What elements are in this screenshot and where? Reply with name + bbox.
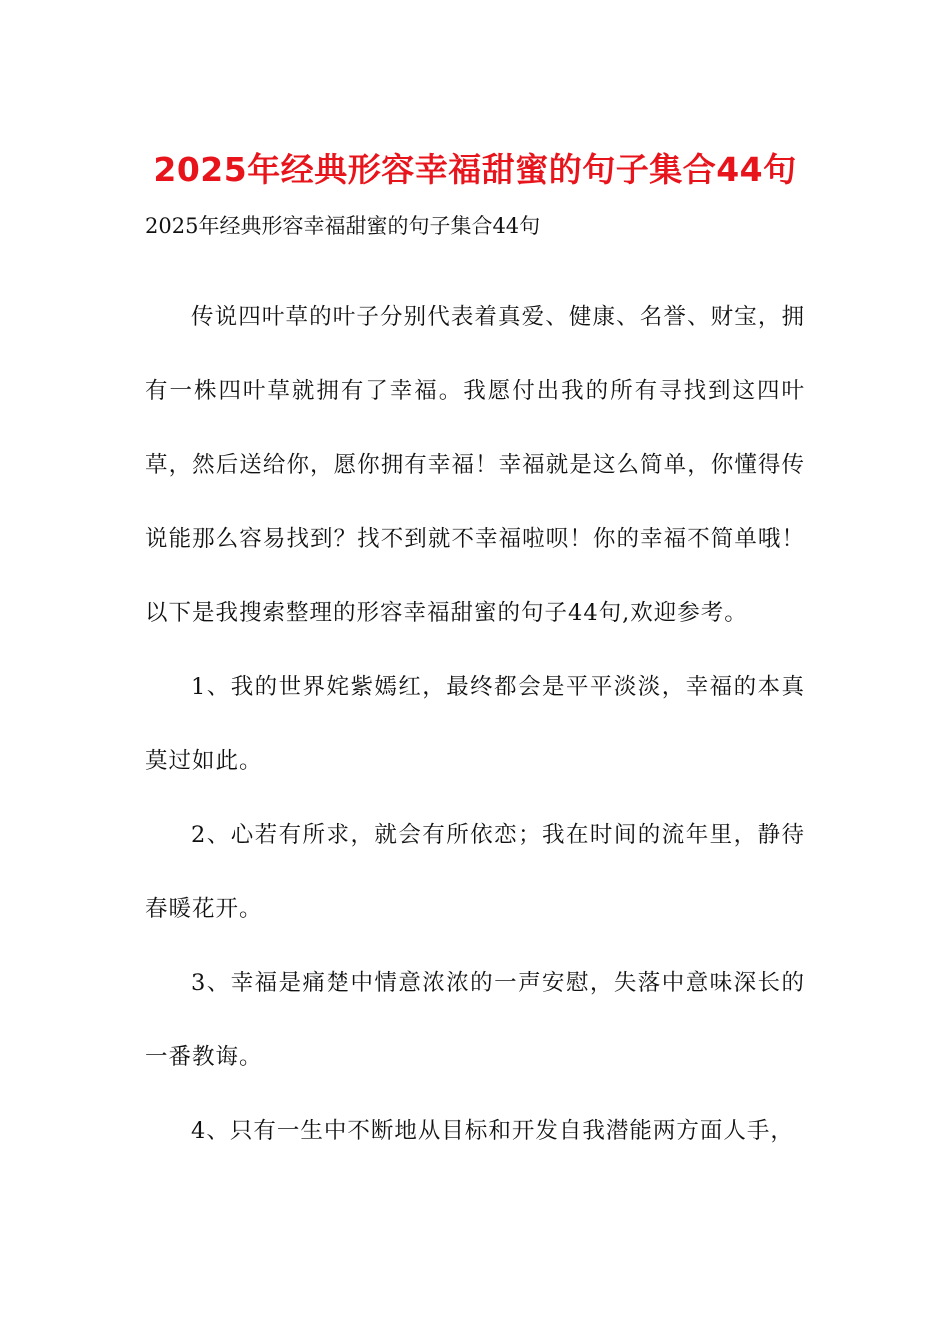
intro-paragraph: 传说四叶草的叶子分别代表着真爱、健康、名誉、财宝，拥有一株四叶草就拥有了幸福。我愿付出我的所有寻找到这四叶草，然后送给你，愿你拥有幸福！幸福就是这么简单，你懂得传说能那么容易找到？找不到就不幸福啦呗！你的幸福不简单哦！以下是我搜索整理的形容幸福甜蜜的句子44句,欢迎参考。 xyxy=(145,304,805,626)
sentence-paragraph-4: 4、只有一生中不断地从目标和开发自我潜能两方面人手， xyxy=(191,1118,794,1144)
page-title: 2025年经典形容幸福甜蜜的句子集合44句 xyxy=(153,150,797,189)
sentence-paragraph-2: 2、心若有所求，就会有所依恋；我在时间的流年里，静待春暖花开。 xyxy=(145,822,805,922)
sentence-paragraph-1: 1、我的世界姹紫嫣红，最终都会是平平淡淡，幸福的本真莫过如此。 xyxy=(145,674,805,774)
sentence-paragraph-3: 3、幸福是痛楚中情意浓浓的一声安慰，失落中意味深长的一番教诲。 xyxy=(145,970,805,1070)
document-subtitle: 2025年经典形容幸福甜蜜的句子集合44句 xyxy=(145,214,541,238)
document-body xyxy=(145,280,805,1168)
